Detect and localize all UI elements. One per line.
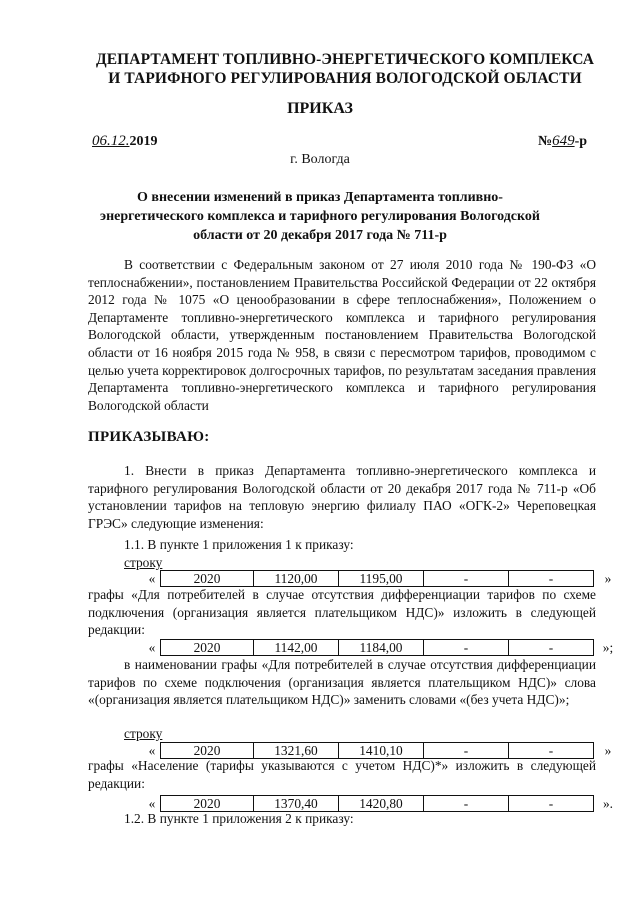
cell-year: 2020 (161, 796, 254, 812)
number-handwritten: 649 (552, 133, 575, 149)
city: г. Вологда (290, 152, 350, 167)
number-suffix: -р (574, 134, 588, 149)
document-title (100, 188, 540, 245)
title-line-1: О внесении изменений в приказ Департамента топливно- (137, 190, 503, 205)
close-quote: ». (602, 795, 614, 811)
open-quote: « (148, 742, 156, 758)
tariff-row-2-table (160, 639, 594, 656)
cell-year: 2020 (161, 640, 254, 656)
cell-value-2: 1195,00 (339, 571, 424, 587)
tariff-row-2 (144, 639, 616, 656)
cell-value-3: - (424, 640, 509, 656)
department-heading (80, 50, 610, 88)
cell-value-4: - (509, 796, 594, 812)
cell-value-4: - (509, 743, 594, 759)
row-word-1: строку (124, 555, 163, 570)
tariff-row-1-table (160, 570, 594, 587)
cell-value-3: - (424, 743, 509, 759)
close-quote: » (604, 570, 612, 586)
open-quote: « (148, 639, 156, 655)
cell-year: 2020 (161, 743, 254, 759)
document-type: ПРИКАЗ (287, 100, 353, 117)
cell-value-1: 1370,40 (254, 796, 339, 812)
cell-value-3: - (424, 571, 509, 587)
text-after-row-3: графы «Население (тарифы указываются с учетом НДС)*» изложить в следующей редакции: (88, 758, 596, 791)
open-quote: « (148, 795, 156, 811)
cell-year: 2020 (161, 571, 254, 587)
cell-value-1: 1120,00 (254, 571, 339, 587)
preamble-paragraph: В соответствии с Федеральным законом от 27 июля 2010 года № 190-ФЗ «О теплоснабжении», постановлением Правительства Российской Федерации от 22 октября 2012 года № 1075 «О ценообразовании в сфере теплоснабжения», Положением о Департаменте топливно-энергетического комплекса и тарифного регулирования Вологодской области, утвержденным постановлением Правительства Вологодской области от 16 ноября 2015 года № 958, в связи с пересмотром тарифов, проводимом с целью учета корректировок долгосрочных тарифов, по результатам заседания правления Департамента топливно-энергетического комплекса и тарифного регулирования Вологодской области (88, 257, 596, 413)
text-after-row-2: в наименовании графы «Для потребителей в случае отсутствия дифференциации тарифов по схеме подключения (организация является плательщиком НДС)» слова «(организация является плательщиком НДС)» заменить словами «(без учета НДС)»; (88, 657, 596, 708)
item-1-1: 1.1. В пункте 1 приложения 1 к приказу: (124, 537, 354, 552)
title-line-2: энергетического комплекса и тарифного регулирования Вологодской (100, 209, 540, 224)
cell-value-3: - (424, 796, 509, 812)
cell-value-2: 1420,80 (339, 796, 424, 812)
number-prefix: № (538, 134, 553, 149)
cell-value-4: - (509, 640, 594, 656)
text-after-row-1: графы «Для потребителей в случае отсутствия дифференциации тарифов по схеме подключения (организация является плательщиком НДС)» изложить в следующей редакции: (88, 587, 596, 638)
cell-value-2: 1410,10 (339, 743, 424, 759)
close-quote: » (604, 742, 612, 758)
item-1-paragraph: 1. Внести в приказ Департамента топливно-энергетического комплекса и тарифного регулирования Вологодской области от 20 декабря 2017 года № 711-р «Об установлении тарифов на тепловую энергию филиалу ПАО «ОГК-2» Череповецкая ГРЭС» следующие изменения: (88, 463, 596, 531)
cell-value-4: - (509, 571, 594, 587)
open-quote: « (148, 570, 156, 586)
cell-value-2: 1184,00 (339, 640, 424, 656)
department-line-1: ДЕПАРТАМЕНТ ТОПЛИВНО-ЭНЕРГЕТИЧЕСКОГО КОМПЛЕКСА (95, 51, 595, 68)
row-word-2: строку (124, 726, 163, 741)
item-1-2: 1.2. В пункте 1 приложения 2 к приказу: (124, 811, 354, 826)
department-line-2: И ТАРИФНОГО РЕГУЛИРОВАНИЯ ВОЛОГОДСКОЙ ОБЛАСТИ (108, 70, 582, 87)
date-handwritten: 06.12. (92, 133, 130, 149)
order-word: ПРИКАЗЫВАЮ: (88, 429, 210, 445)
title-line-3: области от 20 декабря 2017 года № 711-р (193, 228, 447, 243)
cell-value-1: 1321,60 (254, 743, 339, 759)
date-year: 2019 (129, 134, 158, 149)
close-quote: »; (602, 639, 614, 655)
cell-value-1: 1142,00 (254, 640, 339, 656)
document-number (538, 133, 587, 150)
document-date (92, 133, 158, 150)
tariff-row-1 (144, 570, 616, 587)
